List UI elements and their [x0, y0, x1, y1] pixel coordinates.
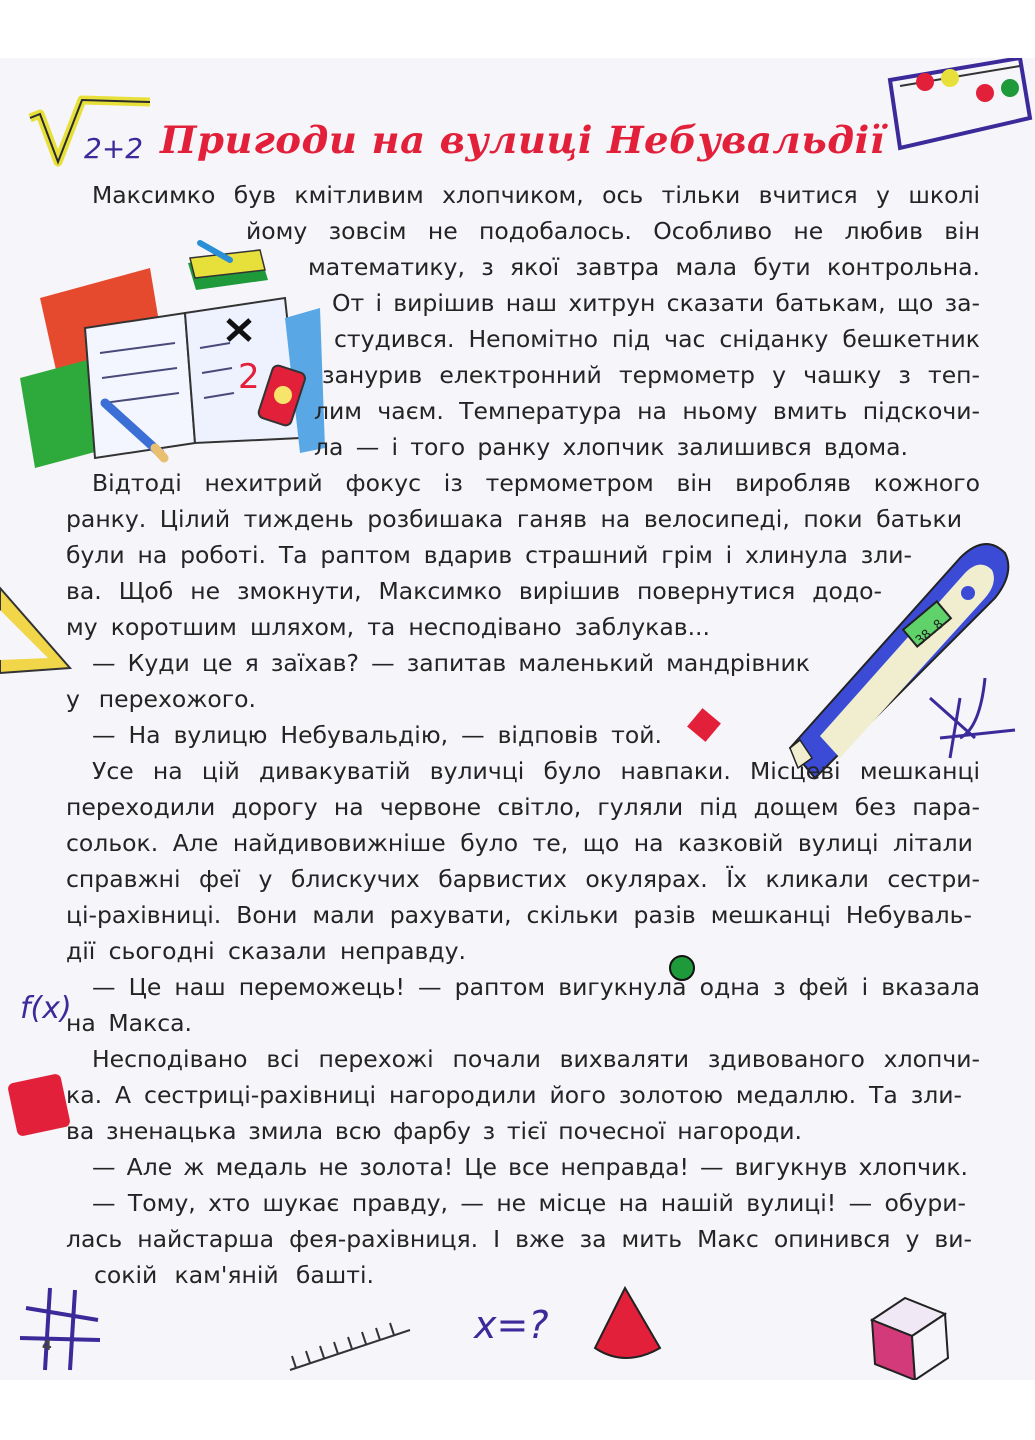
story-line: дії сьогодні сказали неправду.: [66, 937, 466, 965]
story-line: ва. Щоб не змокнути, Максимко вирішив повернутися додо-: [66, 577, 882, 605]
book-page: [0, 58, 1035, 1380]
page-number: 4: [42, 1338, 52, 1354]
grid-doodle-icon: [20, 1288, 100, 1370]
story-line: на Макса.: [66, 1009, 192, 1037]
story-line: ка. А сестриці-рахівниці нагородили його золотою медаллю. Та зли-: [66, 1081, 962, 1109]
story-line: ранку. Цілий тиждень розбишака ганяв на велосипеді, поки батьки: [66, 505, 962, 533]
sticky-notes-icon: [188, 243, 268, 290]
red-square-icon: [7, 1073, 71, 1137]
story-line: — Тому, хто шукає правду, — не місце на нашій вулиці! — обури-: [92, 1189, 966, 1217]
story-line: — Куди це я заїхав? — запитав маленький мандрівник: [92, 649, 810, 677]
square-root-icon: [30, 100, 150, 165]
question-formula: x=?: [474, 1303, 549, 1347]
function-label: f(x): [20, 991, 72, 1026]
story-line: студився. Непомітно під час сніданку бешкетник: [334, 325, 980, 353]
story-line: йому зовсім не подобалось. Особливо не любив він: [246, 217, 980, 245]
ruler-marks-icon: [290, 1323, 410, 1370]
story-line: сольок. Але найдивовижніше було те, що на казковій вулиці літали: [66, 829, 973, 857]
story-line: Відтоді нехитрий фокус із термометром він виробляв кожного: [92, 469, 980, 497]
notebook-icon: [20, 268, 325, 468]
story-line: му коротшим шляхом, та несподівано заблукав...: [66, 613, 710, 641]
story-line: Усе на цій дивакуватій вуличці було навпаки. Місцеві мешканці: [92, 757, 980, 785]
graph-doodle-icon: [930, 678, 1015, 758]
cone-icon: [595, 1288, 660, 1358]
story-line: ці-рахівниці. Вони мали рахувати, скільки разів мешканці Небуваль-: [66, 901, 972, 929]
page-title: Пригоди на вулиці Небувальдії: [160, 118, 885, 162]
story-line: Несподівано всі перехожі почали вихваляти здивованого хлопчи-: [92, 1045, 980, 1073]
story-line: занурив електронний термометр у чашку з теп-: [322, 361, 980, 389]
story-line: ла — і того ранку хлопчик залишився вдома.: [314, 433, 908, 461]
story-line: От і вирішив наш хитрун сказати батькам, що за-: [332, 289, 980, 317]
story-line: ва зненацька змила всю фарбу з тієї почесної нагороди.: [66, 1117, 802, 1145]
red-diamond-icon: [687, 708, 721, 742]
story-line: лим чаєм. Температура на ньому вмить підскочи-: [314, 397, 980, 425]
story-line: переходили дорогу на червоне світло, гуляли під дощем без пара-: [66, 793, 980, 821]
story-line: — Але ж медаль не золота! Це все неправда! — вигукнув хлопчик.: [92, 1153, 968, 1181]
square-root-label: 2+2: [84, 132, 144, 165]
story-line: були на роботі. Та раптом вдарив страшний грім і хлинула зли-: [66, 541, 912, 569]
story-line: математику, з якої завтра мала бути контрольна.: [308, 253, 980, 281]
story-line: справжні феї у блискучих барвистих окулярах. Їх кликали сестри-: [66, 865, 980, 893]
cube-icon: [872, 1298, 948, 1380]
story-line: лась найстарша фея-рахівниця. І вже за мить Макс опинився у ви-: [66, 1225, 972, 1253]
ruler-triangle-icon: [0, 588, 70, 673]
story-line: сокій кам'яній башті.: [94, 1261, 374, 1289]
thermometer-display: 38.8: [913, 616, 947, 649]
notebook-digit: 2: [238, 357, 260, 397]
story-line: Максимко був кмітливим хлопчиком, ось тільки вчитися у школі: [92, 181, 980, 209]
story-line: у перехожого.: [66, 685, 256, 713]
story-line: — Це наш переможець! — раптом вигукнула одна з фей і вказала: [92, 973, 980, 1001]
story-line: — На вулицю Небувальдію, — відповів той.: [92, 721, 662, 749]
abacus-icon: [890, 58, 1030, 148]
